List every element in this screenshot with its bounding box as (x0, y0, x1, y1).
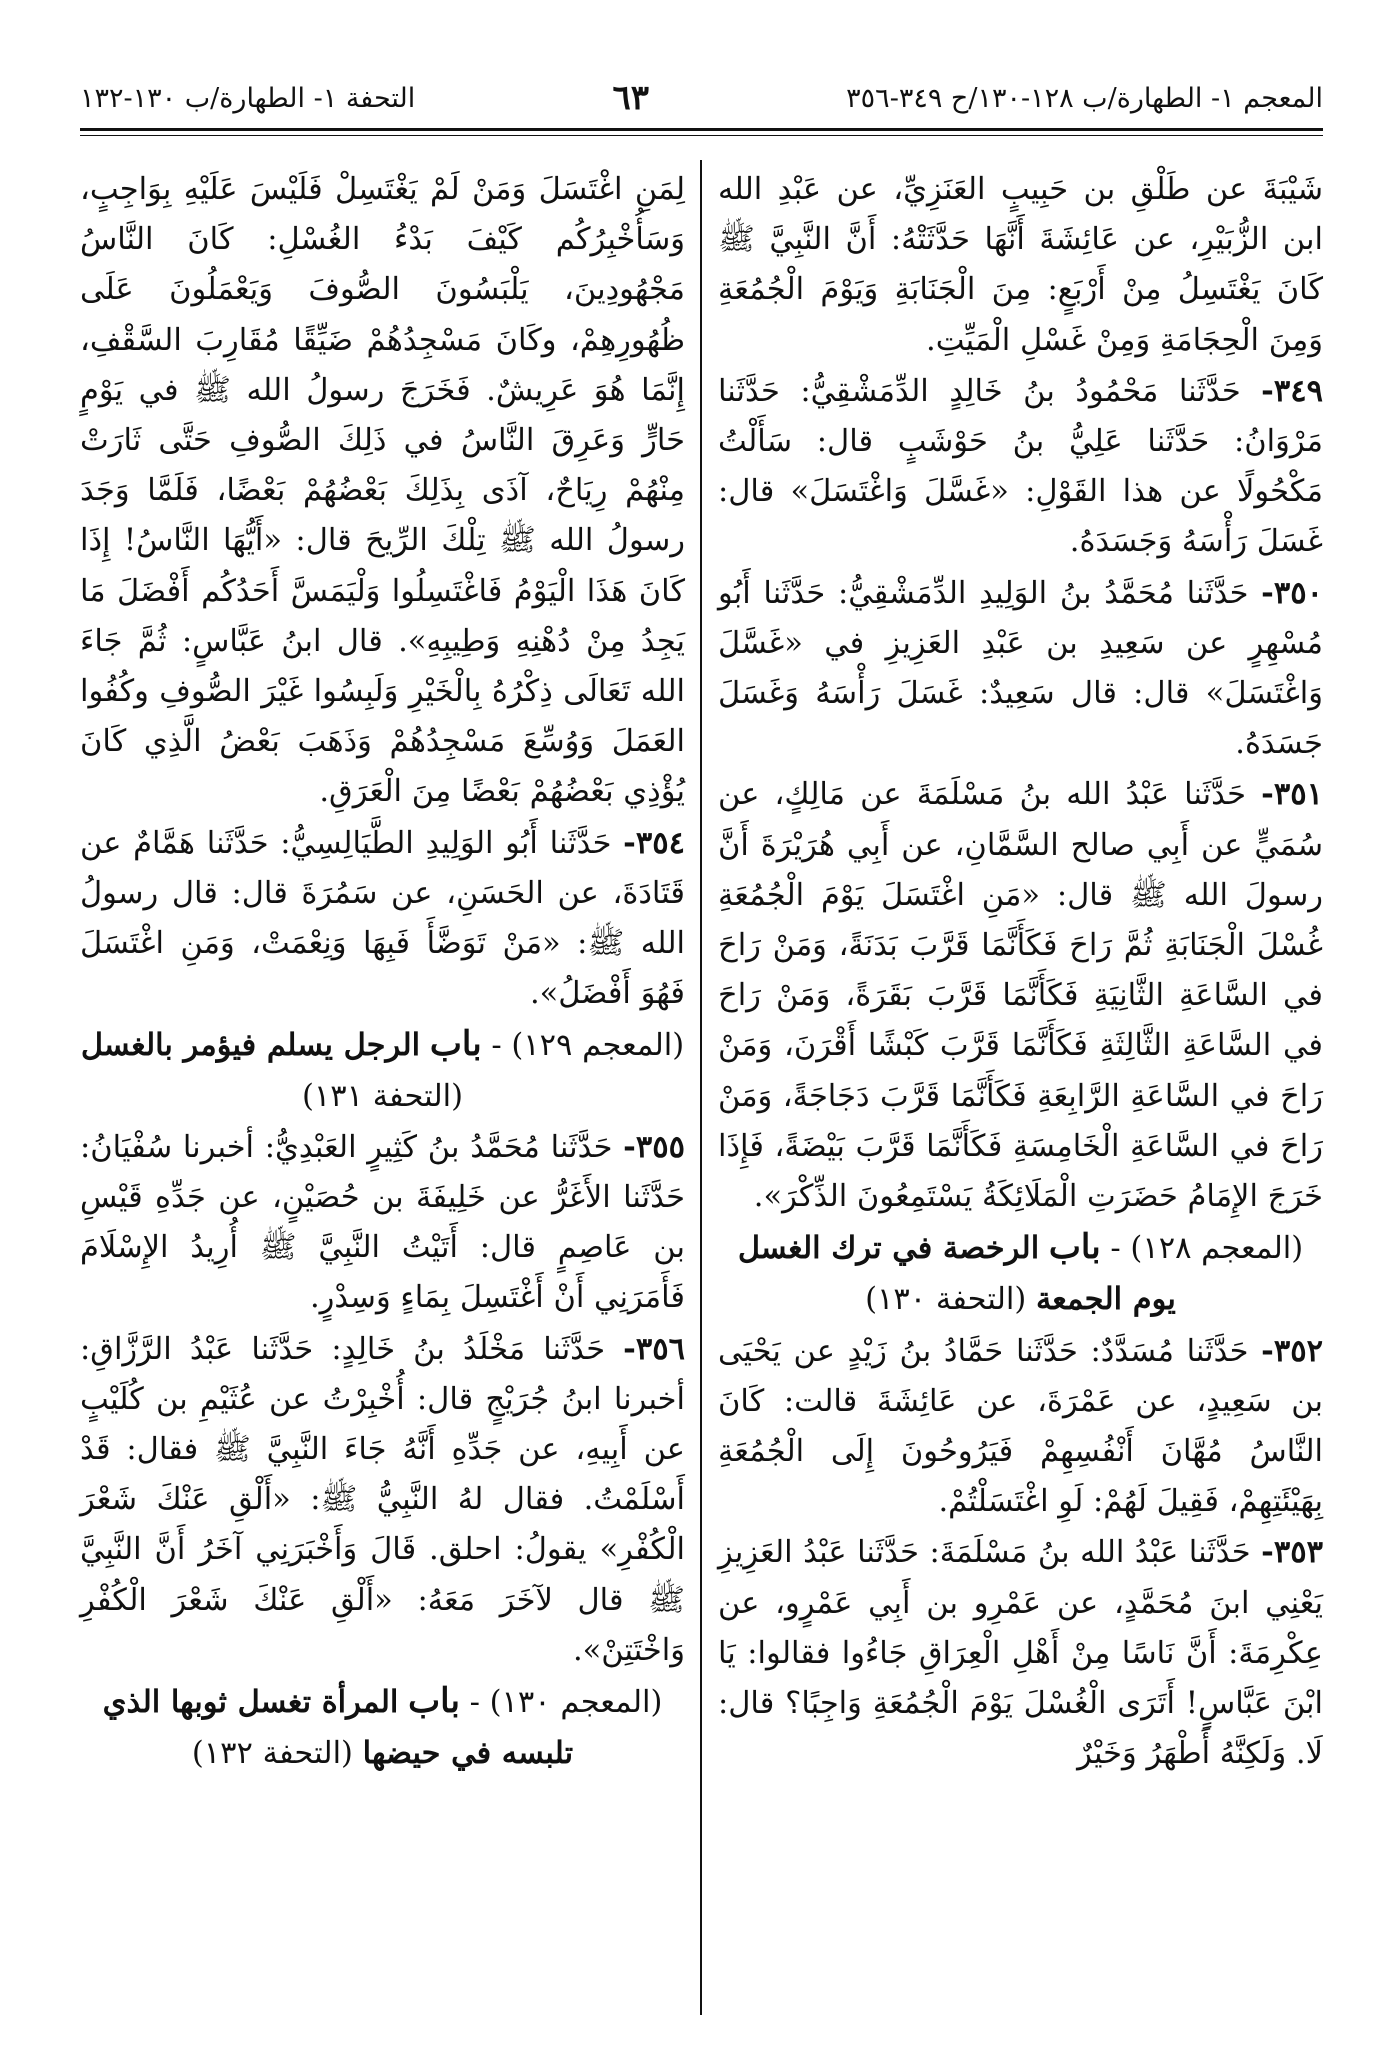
chapter-tuhfa-index: (التحفة ١٣٠) (865, 1282, 1027, 1318)
column-divider (700, 160, 702, 2015)
hadith-text: حَدَّثَنا مَحْمُودُ بنُ خَالِدٍ الدِّمَشْقِيُّ: حَدَّثَنا مَرْوَانُ: حَدَّثَنا عَلِيُّ بنُ حَوْشَبٍ قال: سَأَلْتُ مَكْحُولًا عن هذا القَوْلِ: «غَسَّلَ وَاغْتَسَلَ» قال: غَسَلَ رَأْسَهُ وَجَسَدَهُ. (718, 373, 1323, 560)
hadith-number: ٣٥٦- (623, 1330, 685, 1367)
hadith-paragraph (80, 818, 685, 1020)
hadith-paragraph (718, 366, 1323, 568)
hadith-text: حَدَّثَنا عَبْدُ الله بنُ مَسْلَمَةَ عن مَالِكٍ، عن سُمَيٍّ عن أَبِي صالح السَّمَّانِ، عن أَبِي هُرَيْرَةَ أَنَّ رسولَ الله ﷺ قال: «مَنِ اغْتَسَلَ يَوْمَ الْجُمُعَةِ غُسْلَ الْجَنَابَةِ ثُمَّ رَاحَ فَكَأَنَّمَا قَرَّبَ بَدَنَةً، وَمَنْ رَاحَ في السَّاعَةِ الثَّانِيَةِ فَكَأَنَّمَا قَرَّبَ بَقَرَةً، وَمَنْ رَاحَ في السَّاعَةِ الثَّالِثَةِ فَكَأَنَّمَا قَرَّبَ كَبْشًا أَقْرَنَ، وَمَنْ رَاحَ في السَّاعَةِ الرَّابِعَةِ فَكَأَنَّمَا قَرَّبَ دَجَاجَةً، وَمَنْ رَاحَ في السَّاعَةِ الْخَامِسَةِ فَكَأَنَّمَا قَرَّبَ بَيْضَةً، فَإِذَا خَرَجَ الإِمَامُ حَضَرَتِ الْمَلَائِكَةُ يَسْتَمِعُونَ الذِّكْرَ». (718, 777, 1323, 1215)
continued-paragraph (718, 165, 1323, 366)
hadith-paragraph (718, 1326, 1323, 1528)
hadith-number: ٣٥٥- (623, 1128, 685, 1165)
hadith-text: حَدَّثَنا مُحَمَّدُ بنُ كَثِيرٍ العَبْدِيُّ: أخبرنا سُفْيَانُ: حَدَّثَنا الأَغَرُّ عن خَلِيفَةَ بن حُصَيْنٍ، عن جَدِّهِ قَيْسِ بن عَاصِمٍ قال: أَتَيْتُ النَّبِيَّ ﷺ أُرِيدُ الإِسْلَامَ فَأَمَرَنِي أَنْ أَغْتَسِلَ بِمَاءٍ وَسِدْرٍ. (80, 1129, 685, 1316)
hadith-number: ٣٥٤- (623, 824, 685, 861)
chapter-title: المرأة تغسل ثوبها الذي تلبسه في حيضها (102, 1684, 574, 1772)
chapter-index: (المعجم ١٢٨) - (1110, 1231, 1304, 1267)
running-header (80, 78, 1323, 118)
continued-paragraph (80, 165, 685, 818)
header-right-reference: المعجم ١- الطهارة/ب ١٢٨-١٣٠/ح ٣٤٩-٣٥٦ (846, 82, 1323, 114)
chapter-tuhfa-index: (التحفة ١٣١) (301, 1078, 464, 1114)
left-column (80, 165, 685, 1780)
page-number: ٦٣ (612, 78, 649, 118)
hadith-text: حَدَّثَنا عَبْدُ الله بنُ مَسْلَمَةَ: حَدَّثَنا عَبْدُ العَزِيزِ يَعْنِي ابنَ مُحَمَّدٍ، عن عَمْرِو بن أَبِي عَمْرٍو، عن عِكْرِمَةَ: أَنَّ نَاسًا مِنْ أَهْلِ الْعِرَاقِ جَاءُوا فقالوا: يَا ابْنَ عَبَّاسٍ! أَتَرَى الْغُسْلَ يَوْمَ الْجُمُعَةِ وَاجِبًا؟ قال: لَا. وَلَكِنَّهُ أَطْهَرُ وَخَيْرٌ (718, 1535, 1323, 1772)
chapter-tuhfa-index: (التحفة ١٣٢) (191, 1736, 353, 1772)
chapter-index: (المعجم ١٣٠) - (469, 1685, 663, 1721)
hadith-text: حَدَّثَنا مَخْلَدُ بنُ خَالِدٍ: حَدَّثَنا عَبْدُ الرَّزَّاقِ: أخبرنا ابنُ جُرَيْجٍ قال: أُخْبِرْتُ عن عُثَيْمِ بن كُلَيْبٍ عن أَبِيهِ، عن جَدِّهِ أَنَّهُ جَاءَ النَّبِيَّ ﷺ فقال: قَدْ أَسْلَمْتُ. فقال لهُ النَّبِيُّ ﷺ: «أَلْقِ عَنْكَ شَعْرَ الْكُفْرِ» يقولُ: احلق. قَالَ وَأَخْبَرَنِي آخَرُ أَنَّ النَّبِيَّ ﷺ قال لآخَرَ مَعَهُ: «أَلْقِ عَنْكَ شَعْرَ الْكُفْرِ وَاخْتَتِنْ». (80, 1331, 685, 1668)
hadith-number: ٣٥٠- (1261, 574, 1323, 611)
hadith-number: ٣٥٢- (1261, 1332, 1323, 1369)
chapter-heading (80, 1676, 685, 1779)
hadith-number: ٣٥١- (1261, 776, 1323, 813)
hadith-paragraph (718, 1527, 1323, 1779)
chapter-heading (80, 1019, 685, 1121)
hadith-text: لِمَنِ اغْتَسَلَ وَمَنْ لَمْ يَغْتَسِلْ فَلَيْسَ عَلَيْهِ بِوَاجِبٍ، وَسَأُخْبِرُكُم كَيْفَ بَدْءُ الغُسْلِ: كَانَ النَّاسُ مَجْهُودِينَ، يَلْبَسُونَ الصُّوفَ وَيَعْمَلُونَ عَلَى ظُهُورِهِمْ، وكَانَ مَسْجِدُهُمْ ضَيِّقًا مُقَارِبَ السَّقْفِ، إِنَّمَا هُوَ عَرِيشٌ. فَخَرَجَ رسولُ الله ﷺ في يَوْمٍ حَارٍّ وَعَرِقَ النَّاسُ في ذَلِكَ الصُّوفِ حَتَّى ثَارَتْ مِنْهُمْ رِيَاحٌ، آذَى بِذَلِكَ بَعْضُهُمْ بَعْضًا، فَلَمَّا وَجَدَ رسولُ الله ﷺ تِلْكَ الرِّيحَ قال: «أَيُّهَا النَّاسُ! إِذَا كَانَ هَذَا الْيَوْمُ فَاغْتَسِلُوا وَلْيَمَسَّ أَحَدُكُم أَفْضَلَ مَا يَجِدُ مِنْ دُهْنِهِ وَطِيبِهِ». قال ابنُ عَبَّاسٍ: ثُمَّ جَاءَ الله تَعَالَى ذِكْرُهُ بِالْخَيْرِ وَلَبِسُوا غَيْرَ الصُّوفِ وكُفُوا العَمَلَ وَوُسِّعَ مَسْجِدُهُمْ وَذَهَبَ بَعْضُ الَّذِي كَانَ يُؤْذِي بَعْضُهُمْ بَعْضًا مِنَ الْعَرَقِ. (80, 172, 685, 810)
chapter-heading (718, 1222, 1323, 1325)
chapter-title: الرخصة في ترك الغسل يوم الجمعة (737, 1230, 1176, 1318)
right-column (718, 165, 1323, 1780)
hadith-paragraph (718, 769, 1323, 1222)
hadith-number: ٣٥٣- (1261, 1534, 1323, 1571)
chapter-title: الرجل يسلم فيؤمر بالغسل (80, 1027, 421, 1064)
hadith-text: شَيْبَةَ عن طَلْقِ بن حَبِيبٍ العَنَزِيِّ، عن عَبْدِ الله ابن الزُّبَيْرِ، عن عَائِشَةَ أَنَّهَا حَدَّثَتْهُ: أَنَّ النَّبِيَّ ﷺ كَانَ يَغْتَسِلُ مِنْ أَرْبَعٍ: مِنَ الْجَنَابَةِ وَيَوْمَ الْجُمُعَةِ وَمِنَ الْحِجَامَةِ وَمِنْ غَسْلِ الْمَيِّتِ. (718, 172, 1323, 358)
header-rule-thick (80, 128, 1323, 131)
hadith-text: حَدَّثَنا مُحَمَّدُ بنُ الوَلِيدِ الدِّمَشْقِيُّ: حَدَّثَنا أَبُو مُسْهِرٍ عن سَعِيدِ بن عَبْدِ العَزِيزِ في «غَسَّلَ وَاغْتَسَلَ» قال: قال سَعِيدٌ: غَسَلَ رَأْسَهُ وَغَسَلَ جَسَدَهُ. (718, 575, 1323, 762)
hadith-paragraph (80, 1122, 685, 1324)
chapter-bab-label: باب (429, 1024, 482, 1065)
chapter-index: (المعجم ١٢٩) - (491, 1028, 685, 1064)
chapter-bab-label: باب (1048, 1227, 1101, 1268)
hadith-text: حَدَّثَنا أَبُو الوَلِيدِ الطَّيَالِسِيُّ: حَدَّثَنا هَمَّامٌ عن قَتَادَةَ، عن الحَسَنِ، عن سَمُرَةَ قال: قال رسولُ الله ﷺ: «مَنْ تَوَضَّأَ فَبِهَا وَنِعْمَتْ، وَمَنِ اغْتَسَلَ فَهُوَ أَفْضَلُ». (80, 825, 685, 1012)
hadith-paragraph (718, 568, 1323, 770)
hadith-text: حَدَّثَنا مُسَدَّدٌ: حَدَّثَنا حَمَّادُ بنُ زَيْدٍ عن يَحْيَى بن سَعِيدٍ، عن عَمْرَةَ، عن عَائِشَةَ قالت: كَانَ النَّاسُ مُهَّانَ أَنْفُسِهِمْ فَيَرُوحُونَ إِلَى الْجُمُعَةِ بِهَيْئَتِهِمْ، فَقِيلَ لَهُمْ: لَوِ اغْتَسَلْتُمْ. (718, 1333, 1323, 1520)
chapter-bab-label: باب (408, 1681, 460, 1722)
hadith-number: ٣٤٩- (1261, 372, 1323, 409)
hadith-paragraph (80, 1324, 685, 1676)
header-left-reference: التحفة ١- الطهارة/ب ١٣٠-١٣٢ (80, 82, 416, 114)
header-rule-thin (80, 135, 1323, 136)
